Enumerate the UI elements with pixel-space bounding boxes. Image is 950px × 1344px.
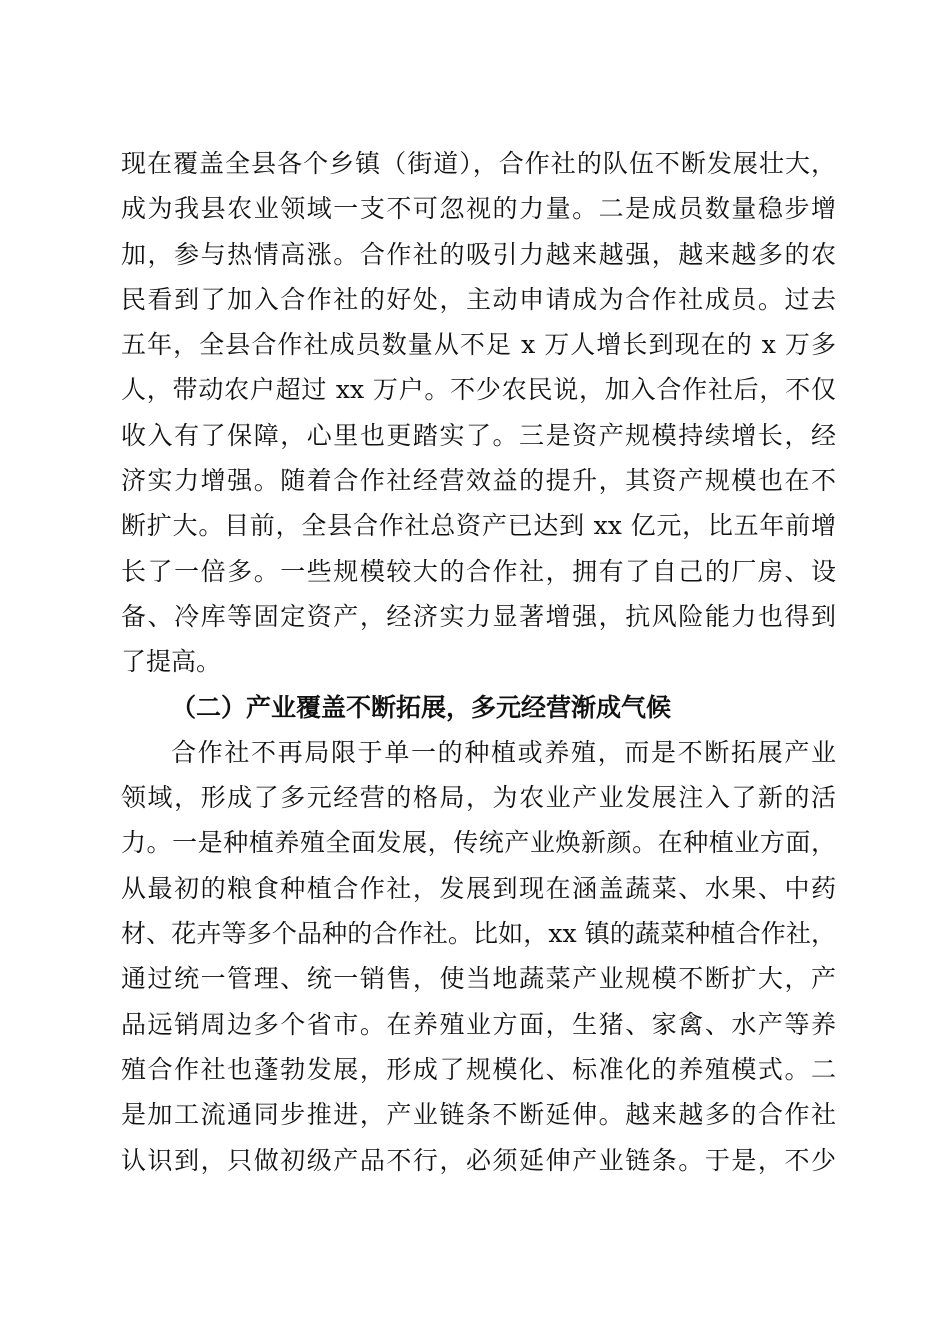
paragraph-line: 领域，形成了多元经营的格局，为农业产业发展注入了新的活: [121, 783, 836, 813]
paragraph-line: 现在覆盖全县各个乡镇（街道），合作社的队伍不断发展壮大，: [121, 149, 836, 178]
document-body: [121, 141, 836, 1183]
paragraph-line: 力。一是种植养殖全面发展，传统产业焕新颜。在种植业方面，: [121, 828, 836, 858]
paragraph-2: [121, 730, 836, 1183]
paragraph-line: 民看到了加入合作社的好处，主动申请成为合作社成员。过去: [121, 284, 836, 314]
paragraph-line: 认识到，只做初级产品不行，必须延伸产业链条。于是，不少: [121, 1145, 836, 1175]
paragraph-line: 从最初的粮食种植合作社，发展到现在涵盖蔬菜、水果、中药: [121, 873, 836, 903]
paragraph-line: 是加工流通同步推进，产业链条不断延伸。越来越多的合作社: [121, 1100, 836, 1130]
paragraph-line: 了提高。: [121, 647, 222, 677]
paragraph-line: 长了一倍多。一些规模较大的合作社，拥有了自己的厂房、设: [121, 556, 836, 586]
paragraph-1: [121, 141, 836, 685]
paragraph-line: 五年，全县合作社成员数量从不足 x 万人增长到现在的 x 万多: [121, 330, 836, 360]
paragraph-line: 人，带动农户超过 xx 万户。不少农民说，加入合作社后，不仅: [121, 375, 836, 405]
paragraph-line: 殖合作社也蓬勃发展，形成了规模化、标准化的养殖模式。二: [121, 1054, 836, 1084]
paragraph-line: 收入有了保障，心里也更踏实了。三是资产规模持续增长，经: [121, 420, 836, 450]
section-heading: （二）产业覆盖不断拓展，多元经营渐成气候: [171, 692, 672, 722]
paragraph-line: 断扩大。目前，全县合作社总资产已达到 xx 亿元，比五年前增: [121, 511, 836, 541]
paragraph-line: 加，参与热情高涨。合作社的吸引力越来越强，越来越多的农: [121, 239, 836, 269]
paragraph-line: 济实力增强。随着合作社经营效益的提升，其资产规模也在不: [121, 466, 836, 496]
paragraph-line: 备、冷库等固定资产，经济实力显著增强，抗风险能力也得到: [121, 601, 836, 631]
paragraph-line: 通过统一管理、统一销售，使当地蔬菜产业规模不断扩大，产: [121, 964, 836, 994]
paragraph-line: 合作社不再局限于单一的种植或养殖，而是不断拓展产业: [171, 737, 836, 767]
paragraph-line: 材、花卉等多个品种的合作社。比如，xx 镇的蔬菜种植合作社，: [121, 919, 836, 949]
paragraph-line: 成为我县农业领域一支不可忽视的力量。二是成员数量稳步增: [121, 194, 836, 224]
paragraph-line: 品远销周边多个省市。在养殖业方面，生猪、家禽、水产等养: [121, 1009, 836, 1039]
